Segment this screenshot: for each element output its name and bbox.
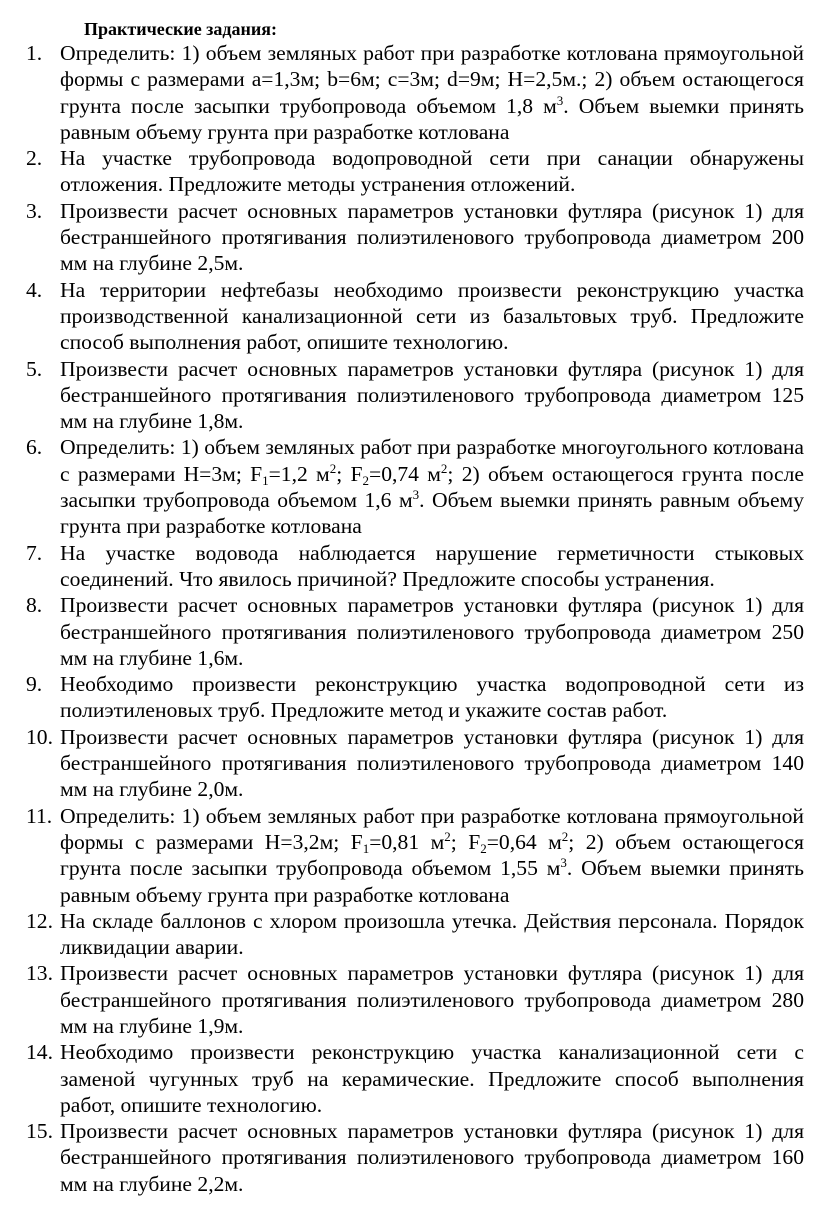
task-number: 11.	[26, 803, 53, 828]
task-item	[26, 908, 804, 961]
text-run: =0,81 м	[369, 829, 445, 854]
task-number: 7.	[26, 540, 43, 565]
text-run: Произвести расчет основных параметров установки футляра (рисунок 1) для бестраншейного протягивания полиэтиленового трубопровода диаметром 140 мм на глубине 2,0м.	[60, 724, 804, 802]
task-number: 5.	[26, 356, 43, 381]
task-item	[26, 1039, 804, 1118]
task-item	[26, 434, 804, 539]
text-run: ; 2) объем остающегося грунта после засыпки трубопровода объемом 1,55 м	[60, 829, 804, 881]
task-item	[26, 145, 804, 198]
task-text	[60, 960, 804, 1039]
task-number: 6.	[26, 435, 43, 460]
task-text	[60, 1118, 804, 1197]
task-number: 15.	[26, 1119, 53, 1144]
text-run: ; F	[336, 461, 363, 486]
task-number: 2.	[26, 146, 43, 171]
text-run: Произвести расчет основных параметров установки футляра (рисунок 1) для бестраншейного протягивания полиэтиленового трубопровода диаметром 280 мм на глубине 1,9м.	[60, 961, 804, 1038]
task-number: 4.	[26, 277, 43, 302]
text-run: Необходимо произвести реконструкцию участка водопроводной сети из полиэтиленовых труб. Предложите метод и укажите состав работ.	[60, 672, 804, 723]
task-item	[26, 960, 804, 1039]
text-run: На участке трубопровода водопроводной сети при санации обнаружены отложения. Предложите методы устранения отложений.	[60, 146, 804, 197]
task-number: 13.	[26, 961, 53, 986]
task-list	[26, 40, 804, 1197]
task-text	[60, 671, 804, 724]
text-run: =0,74 м	[369, 461, 441, 486]
task-item	[26, 198, 804, 277]
task-item	[26, 540, 804, 593]
text-run: На территории нефтебазы необходимо произвести реконструкцию участка производственной канализационной сети из базальтовых труб. Предложите способ выполнения работ, опишите технологию.	[60, 277, 804, 355]
text-run: =1,2 м	[268, 461, 330, 486]
subscript: 2	[480, 840, 487, 856]
task-item	[26, 671, 804, 724]
task-item	[26, 592, 804, 671]
superscript: 2	[444, 828, 451, 844]
text-run: Произвести расчет основных параметров установки футляра (рисунок 1) для бестраншейного протягивания полиэтиленового трубопровода диаметром 250 мм на глубине 1,6м.	[60, 593, 804, 670]
task-number: 12.	[26, 908, 53, 933]
task-text	[60, 1039, 804, 1118]
task-text	[60, 908, 804, 961]
task-text	[60, 277, 804, 356]
text-run: . Объем выемки принять равным объему грунта при разработке котлована	[60, 93, 804, 144]
text-run: . Объем выемки принять равным объему грунта при разработке котлована	[60, 488, 804, 539]
task-item	[26, 724, 804, 803]
text-run: На участке водовода наблюдается нарушение герметичности стыковых соединений. Что явилось причиной? Предложите способы устранения.	[60, 540, 804, 591]
task-text	[60, 540, 804, 593]
text-run: =0,64 м	[486, 829, 562, 854]
superscript: 2	[440, 460, 448, 476]
task-number: 8.	[26, 593, 43, 618]
task-number: 10.	[26, 724, 53, 749]
task-text	[60, 803, 804, 908]
text-run: Произвести расчет основных параметров установки футляра (рисунок 1) для бестраншейного протягивания полиэтиленового трубопровода диаметром 200 мм на глубине 2,5м.	[60, 198, 804, 276]
section-heading: Практические задания:	[84, 19, 277, 39]
task-item	[26, 1118, 804, 1197]
text-run: Необходимо произвести реконструкцию участка канализационной сети с заменой чугунных труб на керамические. Предложите способ выполнения работ, опишите технологию.	[60, 1040, 804, 1117]
text-run: Произвести расчет основных параметров установки футляра (рисунок 1) для бестраншейного протягивания полиэтиленового трубопровода диаметром 125 мм на глубине 1,8м.	[60, 356, 804, 434]
superscript: 3	[412, 487, 420, 503]
task-text	[60, 434, 804, 539]
subscript: 1	[262, 472, 269, 488]
task-number: 1.	[26, 41, 43, 65]
task-number: 14.	[26, 1040, 53, 1065]
task-item	[26, 356, 804, 435]
text-run: На складе баллонов с хлором произошла утечка. Действия персонала. Порядок ликвидации аварии.	[60, 908, 804, 960]
subscript: 2	[362, 472, 370, 488]
task-text	[60, 724, 804, 803]
task-item	[26, 803, 804, 908]
subscript: 1	[362, 840, 370, 856]
task-text	[60, 592, 804, 671]
task-item	[26, 40, 804, 145]
text-run: Произвести расчет основных параметров установки футляра (рисунок 1) для бестраншейного протягивания полиэтиленового трубопровода диаметром 160 мм на глубине 2,2м.	[60, 1119, 804, 1196]
text-run: Определить: 1) объем земляных работ при разработке котлована прямоугольной формы с размерами H=3,2м; F	[60, 803, 804, 854]
superscript: 2	[329, 460, 337, 476]
superscript: 2	[561, 828, 569, 844]
task-text	[60, 198, 804, 277]
text-run: Определить: 1) объем земляных работ при разработке многоугольного котлована с размерами H=3м; F	[60, 435, 804, 486]
text-run: . Объем выемки принять равным объему грунта при разработке котлована	[60, 856, 804, 907]
task-number: 9.	[26, 672, 43, 697]
task-number: 3.	[26, 198, 43, 223]
task-text	[60, 356, 804, 435]
superscript: 3	[556, 92, 564, 108]
text-run: ; F	[450, 829, 481, 854]
superscript: 3	[560, 855, 567, 871]
task-text	[60, 40, 804, 145]
task-text	[60, 145, 804, 198]
text-run: Определить: 1) объем земляных работ при разработке котлована прямоугольной формы с размерами a=1,3м; b=6м; c=3м; d=9м; H=2,5м.; 2) объем остающегося грунта после засыпки трубопровода объемом 1,8 м	[60, 41, 804, 118]
task-item	[26, 277, 804, 356]
text-run: ; 2) объем остающегося грунта после засыпки трубопровода объемом 1,6 м	[60, 461, 804, 513]
